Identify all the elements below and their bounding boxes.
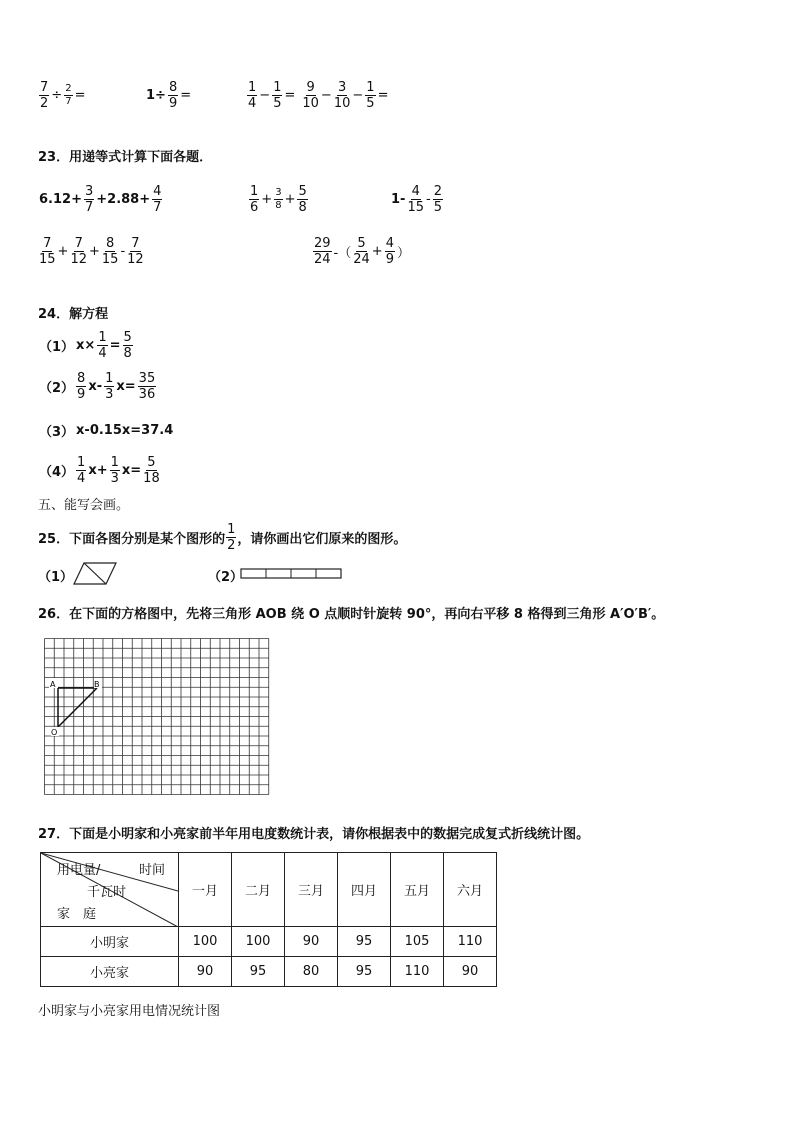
table-diagonal-header	[41, 853, 179, 927]
q24-problem-4: （4） $\frac{1}{4}$ x+ $\frac{1}{3}$ x= $\frac{5}{18}$	[39, 455, 160, 486]
expr-top-1: $\frac{7}{2}$ ÷ $\frac{2}{7}$ =	[40, 80, 86, 111]
header-family-label: 家 庭	[57, 907, 97, 922]
usage-value: 95	[232, 957, 285, 987]
expr-top-2: 1÷ $\frac{8}{9}$ =	[146, 80, 192, 111]
month-header: 六月	[444, 853, 497, 927]
q25-label-2: （2）	[208, 570, 244, 585]
header-time-label: 时间	[139, 863, 166, 878]
q25-label-1: （1）	[38, 570, 74, 585]
month-header: 三月	[285, 853, 338, 927]
half-rectangle-strip-figure	[240, 568, 344, 580]
usage-value: 95	[338, 957, 391, 987]
q24-problem-1: （1） x× $\frac{1}{4}$ = $\frac{5}{8}$	[39, 330, 132, 361]
question-25: 25．下面各图分别是某个图形的 $\frac{1}{2}$ ，请你画出它们原来的图形。	[38, 522, 407, 553]
expr-top-3: $\frac{1}{4}$ − $\frac{1}{5}$ = $\frac{9}{10}$ − $\frac{3}{10}$ − $\frac{1}{5}$ =	[248, 80, 389, 111]
header-unit-label: 千瓦时	[87, 885, 127, 900]
point-b-label: B	[94, 680, 100, 689]
usage-value: 100	[179, 927, 232, 957]
month-header: 四月	[338, 853, 391, 927]
grid-paper	[44, 638, 270, 796]
fraction: $\frac{8}{9}$	[168, 80, 178, 111]
question-24-title: 24．解方程	[38, 307, 109, 322]
q23-expr-4: $\frac{7}{15}$ + $\frac{7}{12}$ + $\frac{8}{15}$ - $\frac{7}{12}$	[39, 236, 144, 267]
usage-value: 95	[338, 927, 391, 957]
fraction: $\frac{2}{7}$	[65, 83, 72, 107]
month-header: 二月	[232, 853, 285, 927]
family-name: 小亮家	[41, 957, 179, 987]
electricity-usage-table	[40, 852, 497, 987]
question-27: 27．下面是小明家和小亮家前半年用电度数统计表，请你根据表中的数据完成复式折线统计图。	[38, 827, 590, 842]
usage-value: 90	[285, 927, 338, 957]
q23-expr-3: 1- $\frac{4}{15}$ - $\frac{2}{5}$	[391, 184, 442, 215]
point-a-label: A	[50, 680, 56, 689]
month-header: 一月	[179, 853, 232, 927]
q24-problem-3: （3） x-0.15x=37.4	[39, 423, 174, 440]
table-row	[41, 927, 497, 957]
usage-value: 90	[444, 957, 497, 987]
question-23-title: 23．用递等式计算下面各题．	[38, 150, 213, 165]
usage-value: 110	[444, 927, 497, 957]
q23-expr-1: 6.12+ $\frac{3}{7}$ +2.88+ $\frac{4}{7}$	[39, 184, 162, 215]
q23-expr-2: $\frac{1}{6}$ + $\frac{3}{8}$ + $\frac{5}{8}$	[250, 184, 307, 215]
usage-value: 90	[179, 957, 232, 987]
q23-expr-5: $\frac{29}{24}$ -（ $\frac{5}{24}$ + $\frac{4}{9}$ ）	[314, 236, 410, 267]
section-5-title: 五、能写会画。	[38, 498, 130, 513]
header-usage-label: 用电量/	[57, 863, 101, 878]
usage-value: 110	[391, 957, 444, 987]
usage-value: 100	[232, 927, 285, 957]
usage-value: 80	[285, 957, 338, 987]
usage-value: 105	[391, 927, 444, 957]
half-parallelogram-figure	[72, 562, 120, 586]
table-row	[41, 957, 497, 987]
month-header: 五月	[391, 853, 444, 927]
chart-caption: 小明家与小亮家用电情况统计图	[38, 1004, 221, 1019]
q24-problem-2: （2） $\frac{8}{9}$ x- $\frac{1}{3}$ x= $\frac{35}{36}$	[39, 371, 156, 402]
fraction: $\frac{7}{2}$	[40, 80, 49, 111]
family-name: 小明家	[41, 927, 179, 957]
question-26: 26．在下面的方格图中，先将三角形 AOB 绕 O 点顺时针旋转 90°，再向右平移 8 格得到三角形 A′O′B′。	[38, 607, 665, 622]
point-o-label: O	[51, 728, 58, 737]
